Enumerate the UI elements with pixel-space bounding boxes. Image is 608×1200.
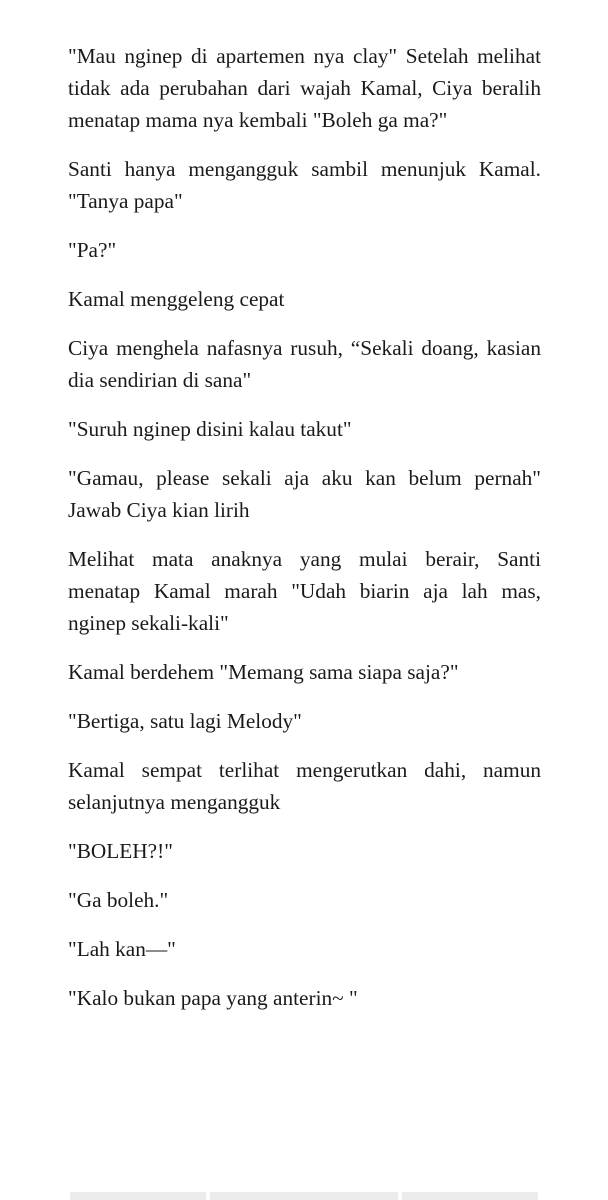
paragraph: "Mau nginep di apartemen nya clay" Setelah melihat tidak ada perubahan dari wajah Kamal, Ciya beralih menatap mama nya kembali "Boleh ga ma?" [68,44,541,132]
paragraph: Kamal sempat terlihat mengerutkan dahi, namun selanjutnya mengangguk [68,758,541,814]
strip-margin [0,1192,70,1200]
document-body [68,40,541,1031]
paragraph: Kamal berdehem "Memang sama siapa saja?" [68,660,459,684]
strip-segment [210,1192,398,1200]
paragraph: "Lah kan—" [68,937,176,961]
paragraph: "Pa?" [68,238,117,262]
paragraph: "Gamau, please sekali aja aku kan belum pernah" Jawab Ciya kian lirih [68,466,541,522]
paragraph: "Bertiga, satu lagi Melody" [68,709,302,733]
paragraph: Ciya menghela nafasnya rusuh, “Sekali doang, kasian dia sendirian di sana" [68,336,541,392]
paragraph: Kamal menggeleng cepat [68,287,285,311]
paragraph: "Suruh nginep disini kalau takut" [68,417,352,441]
paragraph: Melihat mata anaknya yang mulai berair, Santi menatap Kamal marah "Udah biarin aja lah mas, nginep sekali-kali" [68,547,541,635]
strip-segment [70,1192,206,1200]
paragraph: "Ga boleh." [68,888,169,912]
paragraph: "Kalo bukan papa yang anterin~ " [68,986,358,1010]
paragraph: "BOLEH?!" [68,839,173,863]
strip-segment [402,1192,538,1200]
paragraph: Santi hanya mengangguk sambil menunjuk Kamal. "Tanya papa" [68,157,541,213]
bottom-edge-strip [0,1192,608,1200]
strip-margin [538,1192,608,1200]
